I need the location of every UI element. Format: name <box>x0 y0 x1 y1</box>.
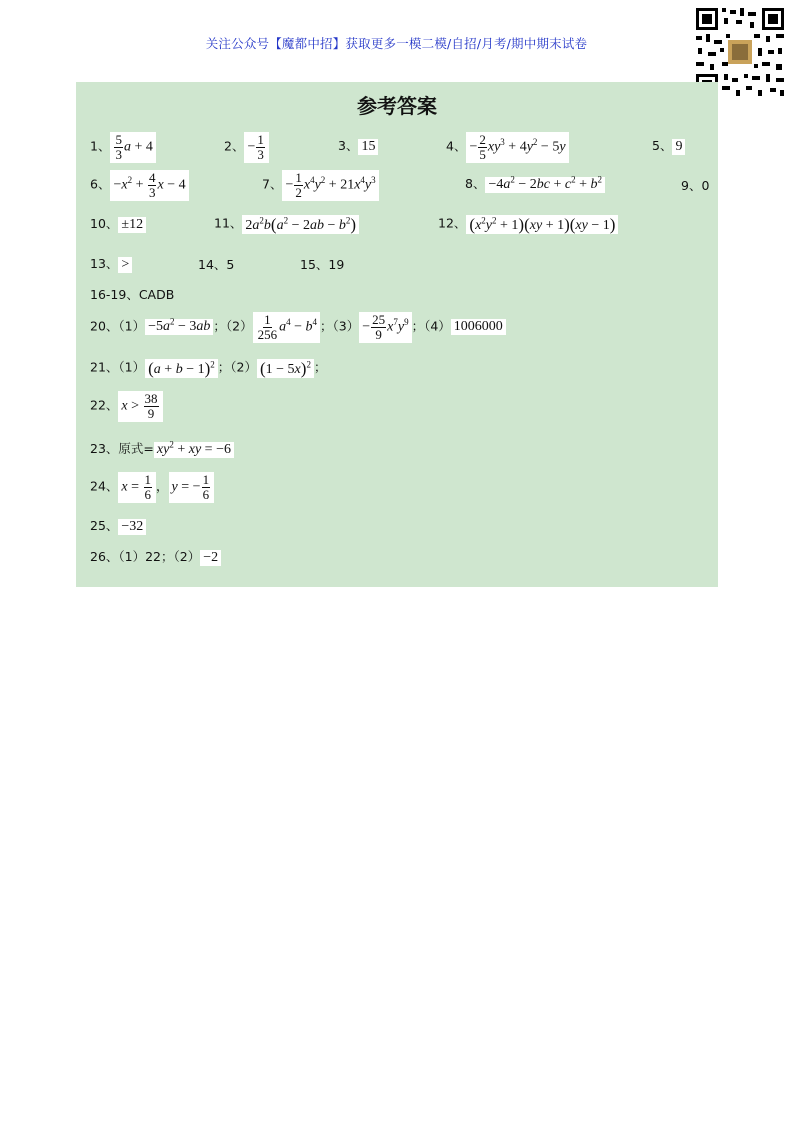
answer-label: 25、 <box>90 518 119 534</box>
answer-label: 26、（1）22；（2） <box>90 549 201 565</box>
math-expr: 15 <box>358 139 378 155</box>
answer-24 <box>90 472 214 503</box>
math-expr: $(a + b - 1)^2$ <box>145 359 218 378</box>
math-expr: −2 <box>200 550 221 566</box>
answer-10 <box>90 217 146 233</box>
answer-23 <box>90 439 234 458</box>
answer-label: 21、 <box>90 359 119 375</box>
answer-label: 14、5 <box>198 257 235 272</box>
answer-2 <box>224 132 269 163</box>
answer-label: 20、 <box>90 318 119 334</box>
answer-panel <box>76 82 718 587</box>
math-expr: $-x^2$ + $\frac{4}{3}$ x − 4 <box>110 170 188 201</box>
answer-13 <box>90 257 132 273</box>
answer-9 <box>681 179 709 193</box>
answer-label: 5、 <box>652 138 673 154</box>
math-expr: 1006000 <box>451 319 506 335</box>
answer-7 <box>262 170 379 201</box>
math-expr: $xy^2$ + xy = −6 <box>154 442 234 458</box>
math-expr: x = $\frac{1}{6}$ <box>118 472 156 503</box>
answer-label: 6、 <box>90 176 111 192</box>
part-label: ；（2） <box>217 359 257 375</box>
math-expr: $-4a^2 - 2bc + c^2 + b^2$ <box>485 177 605 193</box>
math-expr: −32 <box>118 519 146 535</box>
answer-5 <box>652 139 685 155</box>
answer-label: 4、 <box>446 138 467 154</box>
math-expr: − $\frac{25}{9}$ $x^7y^9$ <box>359 312 411 343</box>
part-label: ；（3） <box>320 318 360 334</box>
panel-title: 参考答案 <box>357 94 437 118</box>
math-expr: x > $\frac{38}{9}$ <box>118 391 162 422</box>
answer-label: 2、 <box>224 138 245 154</box>
math-expr: $(x^2y^2 + 1)(xy + 1)(xy - 1)$ <box>466 215 618 234</box>
part-label: （1） <box>118 318 146 334</box>
answer-label: 16-19、CADB <box>90 287 175 302</box>
math-expr: y = − $\frac{1}{6}$ <box>169 472 215 503</box>
answer-15 <box>300 258 344 272</box>
answer-label: 22、 <box>90 397 119 413</box>
answer-26 <box>90 550 221 566</box>
answer-4 <box>446 132 569 163</box>
part-label: ； <box>313 359 327 375</box>
part-label: 原式= <box>118 441 154 457</box>
answer-label: 9、0 <box>681 178 710 193</box>
math-expr: $2a^2b(a^2 - 2ab - b^2)$ <box>242 215 359 234</box>
part-label: （1） <box>118 359 146 375</box>
math-expr: 9 <box>672 139 685 155</box>
answer-label: 1、 <box>90 138 111 154</box>
promo-banner: 关注公众号【魔都中招】获取更多一模二模/自招/月考/期中期末试卷 <box>205 36 588 51</box>
answer-label: 10、 <box>90 216 119 232</box>
answer-label: 8、 <box>465 176 486 192</box>
answer-label: 7、 <box>262 176 283 192</box>
math-expr: − $\frac{1}{2}$ $x^4y^2 + 21x^4y^3$ <box>282 170 378 201</box>
answer-label: 15、19 <box>300 257 345 272</box>
answer-25 <box>90 519 146 535</box>
math-expr: − $\frac{2}{5}$ $xy^3 + 4y^2 - 5y$ <box>466 132 568 163</box>
answer-label: 13、 <box>90 256 119 272</box>
math-expr: $-5a^2 - 3ab$ <box>145 319 213 335</box>
answer-1 <box>90 132 156 163</box>
math-expr: ±12 <box>118 217 146 233</box>
answer-8 <box>465 174 605 193</box>
answer-11 <box>214 215 359 234</box>
answer-16-19 <box>90 288 174 302</box>
math-expr: > <box>118 257 132 273</box>
math-expr: $(1 - 5x)^2$ <box>257 359 314 378</box>
answer-label: 3、 <box>338 138 359 154</box>
answer-3 <box>338 139 378 155</box>
separator: ， <box>156 478 169 494</box>
answer-label: 12、 <box>438 215 467 231</box>
answer-6 <box>90 170 189 201</box>
answer-label: 24、 <box>90 478 119 494</box>
answer-20 <box>90 312 506 343</box>
answer-12 <box>438 215 618 234</box>
answer-label: 23、 <box>90 441 119 457</box>
answer-21 <box>90 359 326 378</box>
answer-14 <box>198 258 234 272</box>
answer-label: 11、 <box>214 215 243 231</box>
math-expr: $\frac{5}{3}$ a + 4 <box>110 132 155 163</box>
math-expr: − $\frac{1}{3}$ <box>244 132 268 163</box>
part-label: ；（2） <box>213 318 253 334</box>
part-label: ；（4） <box>411 318 451 334</box>
math-expr: $\frac{1}{256}$ $a^4 - b^4$ <box>253 312 320 343</box>
answer-22 <box>90 391 163 422</box>
